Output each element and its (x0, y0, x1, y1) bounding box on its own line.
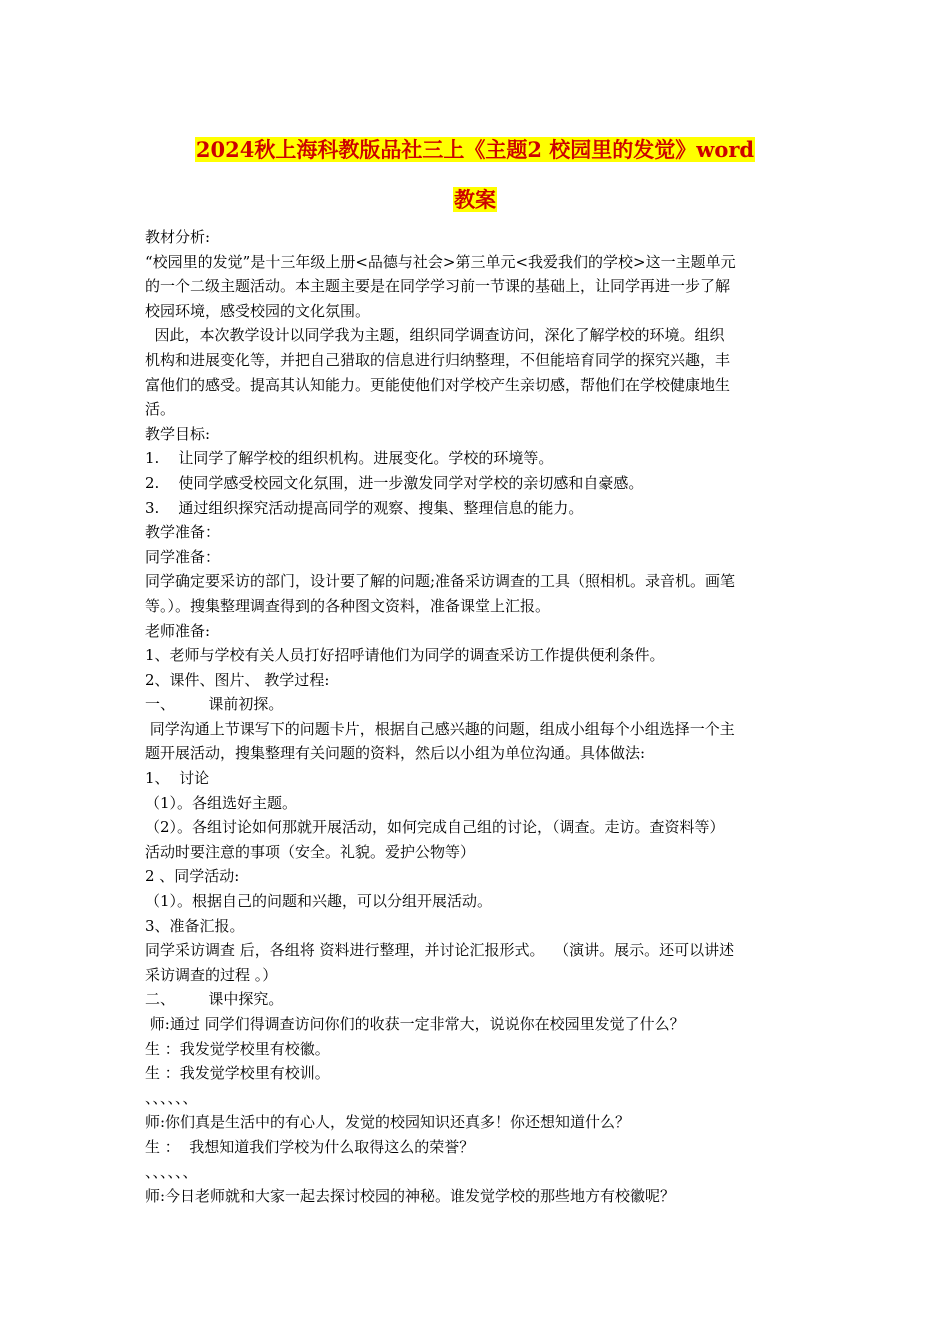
body-line: 教学准备： (145, 523, 221, 542)
body-line: 富他们的感受。提高其认知能力。更能使他们对学校产生亲切感，帮他们在学校健康地生 (145, 375, 731, 394)
body-line: 生 ：我发觉学校里有校徽。 (145, 1039, 330, 1058)
body-line: 教学目标: (145, 424, 211, 443)
document-body (145, 225, 810, 1209)
body-line: 教材分析: (145, 228, 211, 246)
body-line: 、、、、、、 (145, 1162, 198, 1181)
body-line: 同学准备： (145, 547, 221, 566)
body-line: 二、 课中探究。 (145, 990, 284, 1009)
body-line: 3、准备汇报。 (145, 916, 245, 935)
body-line: 师:你们真是生活中的有心人，发觉的校园知识还真多！你还想知道什么？ (145, 1113, 631, 1132)
body-line: 师:今日老师就和大家一起去探讨校园的神秘。谁发觉学校的那些地方有校徽呢？ (145, 1187, 676, 1206)
body-line: 题开展活动，搜集整理有关问题的资料，然后以小组为单位沟通。具体做法: (145, 744, 646, 763)
body-line: 1、 讨论 (145, 769, 210, 788)
body-line: 因此，本次教学设计以同学我为主题，组织同学调查访问，深化了解学校的环境。组织 (145, 326, 725, 345)
body-line: 2. 使同学感受校园文化氛围，进一步激发同学对学校的亲切感和自豪感。 (145, 473, 644, 492)
body-line: （1）。根据自己的问题和兴趣，可以分组开展活动。 (145, 892, 493, 911)
body-line: 师:通过 同学们得调查访问你们的收获一定非常大，说说你在校园里发觉了什么？ (145, 1015, 685, 1033)
document-title-line-1 (120, 136, 830, 163)
body-line: 同学采访调查 后，各组将 资料进行整理，并讨论汇报形式。 （演讲。展示。还可以讲述 (145, 941, 735, 960)
title-highlight-1: 2024秋上海科教版品社三上《主题2 校园里的发觉》word (195, 137, 755, 162)
body-line: 采访调查的过程 。） (145, 965, 278, 984)
title-highlight-2: 教案 (454, 187, 496, 212)
body-line: 机构和进展变化等，并把自己猎取的信息进行归纳整理，不但能培育同学的探究兴趣，丰 (145, 350, 731, 369)
body-line: 生 ： 我想知道我们学校为什么取得这么的荣誉？ (145, 1137, 475, 1156)
body-line: 1、老师与学校有关人员打好招呼请他们为同学的调查采访工作提供便利条件。 (145, 646, 665, 665)
body-line: （2）。各组讨论如何那就开展活动，如何完成自己组的讨论，（调查。走访。查资料等） (145, 818, 725, 837)
body-line: 同学确定要采访的部门，设计要了解的问题;准备采访调查的工具（照相机。录音机。画笔 (145, 572, 736, 591)
body-line: 老师准备: (145, 621, 211, 640)
document-title-line-2 (120, 186, 830, 213)
body-line: 校园环境，感受校园的文化氛围。 (145, 301, 371, 320)
body-line: 的一个二级主题活动。本主题主要是在同学学习前一节课的基础上，让同学再进一步了解 (145, 277, 731, 296)
body-line: 3. 通过组织探究活动提高同学的观察、搜集、整理信息的能力。 (145, 498, 584, 517)
body-line: 2、课件、图片、 教学过程: (145, 670, 330, 689)
body-line: 同学沟通上节课写下的问题卡片，根据自己感兴趣的问题，组成小组每个小组选择一个主 (145, 719, 735, 738)
body-line: 活动时要注意的事项（安全。礼貌。爱护公物等） (145, 842, 476, 861)
body-line: 等。）。搜集整理调查得到的各种图文资料，准备课堂上汇报。 (145, 596, 551, 615)
body-line: 、、、、、、 (145, 1088, 198, 1107)
body-line: 1. 让同学了解学校的组织机构。进展变化。学校的环境等。 (145, 449, 554, 468)
body-line: 生 ：我发觉学校里有校训。 (145, 1064, 330, 1083)
body-line: 活。 (145, 400, 176, 419)
body-line: 2 、同学活动: (145, 867, 240, 886)
body-line: （1）。各组选好主题。 (145, 793, 298, 812)
body-line: “校园里的发觉”是十三年级上册<品德与社会>第三单元<我爱我们的学校>这一主题单元 (145, 252, 736, 271)
body-line: 一、 课前初探。 (145, 695, 284, 714)
